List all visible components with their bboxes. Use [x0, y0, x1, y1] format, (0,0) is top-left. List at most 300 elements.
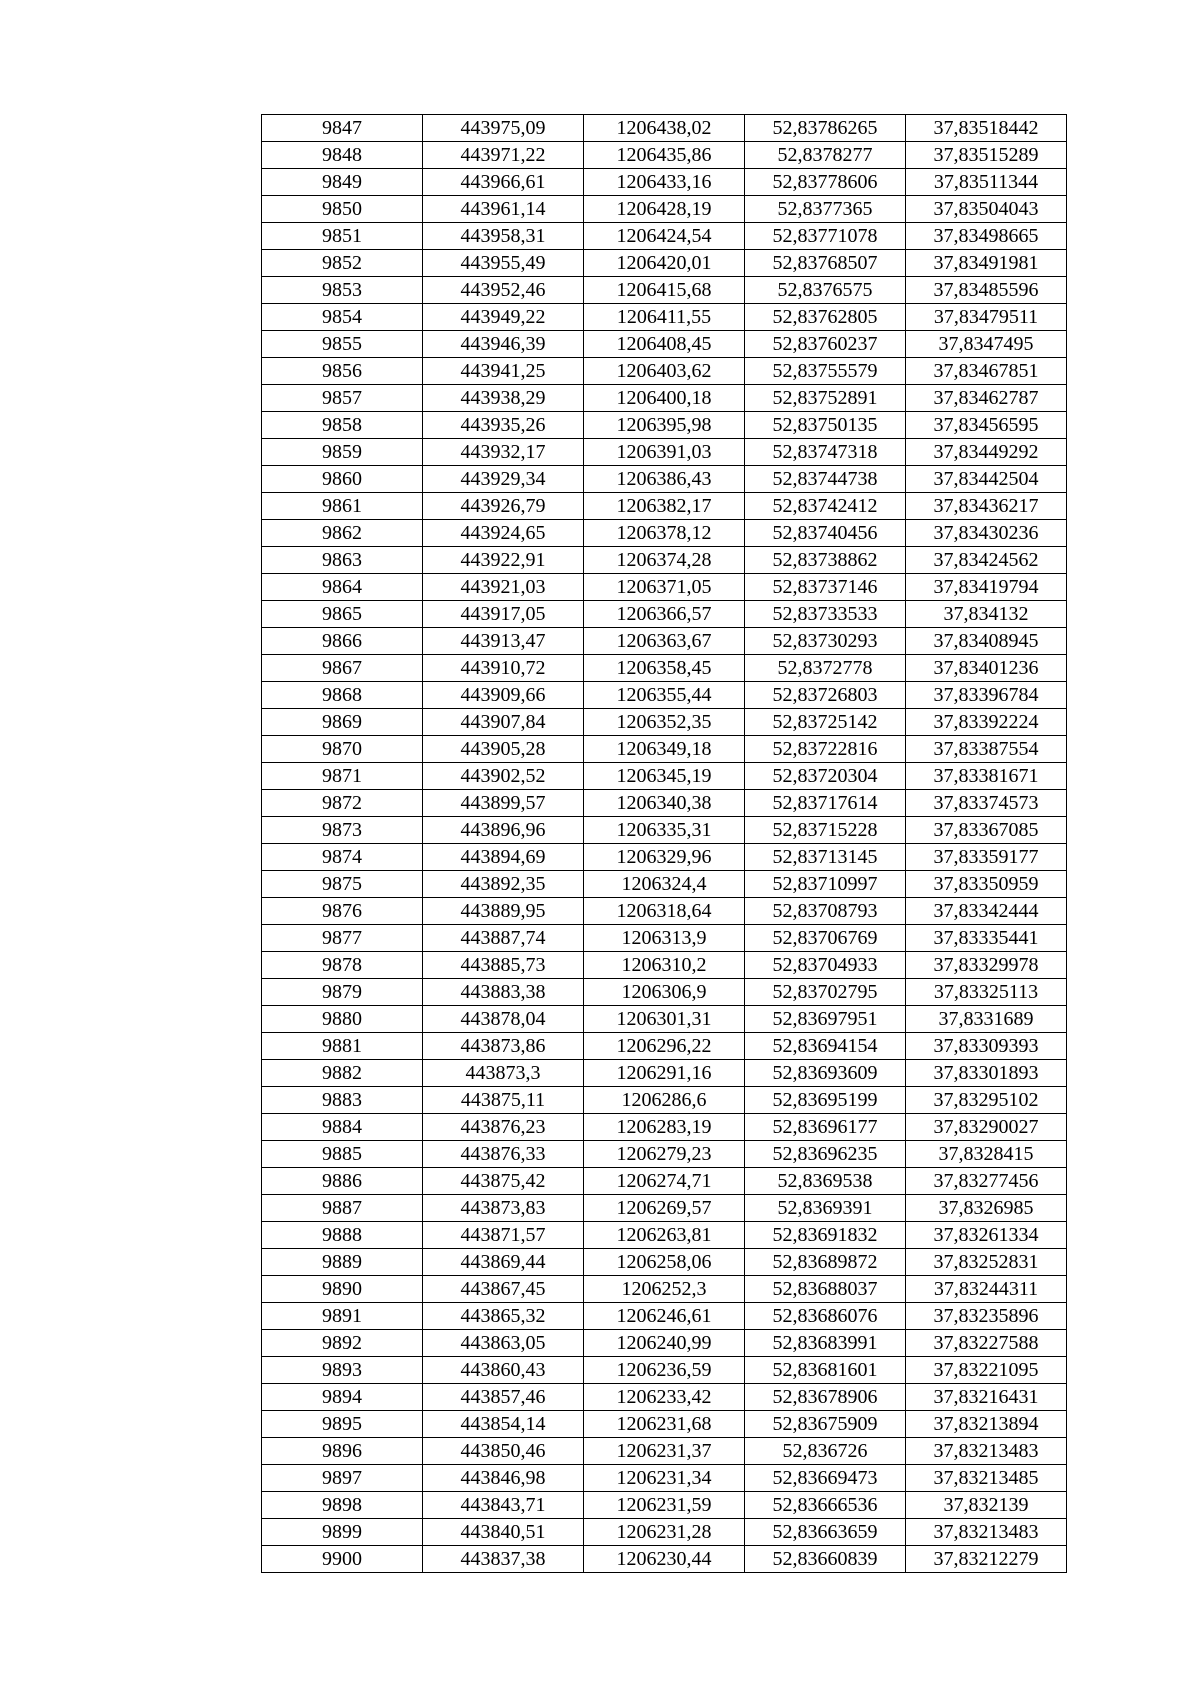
latitude-cell: 52,83708793	[745, 898, 906, 925]
coord-x-cell: 443892,35	[423, 871, 584, 898]
table-row	[262, 925, 1067, 952]
coord-x-cell: 443875,11	[423, 1087, 584, 1114]
longitude-cell: 37,83449292	[906, 439, 1067, 466]
coord-y-cell: 1206415,68	[584, 277, 745, 304]
point-number-cell: 9868	[262, 682, 423, 709]
point-number-cell: 9892	[262, 1330, 423, 1357]
longitude-cell: 37,83367085	[906, 817, 1067, 844]
latitude-cell: 52,83744738	[745, 466, 906, 493]
table-row	[262, 1276, 1067, 1303]
table-row	[262, 682, 1067, 709]
point-number-cell: 9864	[262, 574, 423, 601]
longitude-cell: 37,83329978	[906, 952, 1067, 979]
table-row	[262, 331, 1067, 358]
coord-x-cell: 443902,52	[423, 763, 584, 790]
coord-x-cell: 443837,38	[423, 1546, 584, 1573]
table-row	[262, 1411, 1067, 1438]
coord-y-cell: 1206246,61	[584, 1303, 745, 1330]
longitude-cell: 37,83408945	[906, 628, 1067, 655]
coord-y-cell: 1206433,16	[584, 169, 745, 196]
table-row	[262, 628, 1067, 655]
longitude-cell: 37,83381671	[906, 763, 1067, 790]
point-number-cell: 9865	[262, 601, 423, 628]
coord-x-cell: 443885,73	[423, 952, 584, 979]
table-row	[262, 547, 1067, 574]
latitude-cell: 52,83675909	[745, 1411, 906, 1438]
table-row	[262, 1114, 1067, 1141]
coord-y-cell: 1206395,98	[584, 412, 745, 439]
latitude-cell: 52,83702795	[745, 979, 906, 1006]
coord-x-cell: 443905,28	[423, 736, 584, 763]
coord-x-cell: 443924,65	[423, 520, 584, 547]
longitude-cell: 37,83485596	[906, 277, 1067, 304]
point-number-cell: 9895	[262, 1411, 423, 1438]
longitude-cell: 37,83456595	[906, 412, 1067, 439]
longitude-cell: 37,83498665	[906, 223, 1067, 250]
table-row	[262, 304, 1067, 331]
coord-y-cell: 1206269,57	[584, 1195, 745, 1222]
coord-y-cell: 1206291,16	[584, 1060, 745, 1087]
longitude-cell: 37,83216431	[906, 1384, 1067, 1411]
table-row	[262, 466, 1067, 493]
table-row	[262, 655, 1067, 682]
point-number-cell: 9855	[262, 331, 423, 358]
coord-x-cell: 443875,42	[423, 1168, 584, 1195]
coord-x-cell: 443873,83	[423, 1195, 584, 1222]
table-row	[262, 1465, 1067, 1492]
latitude-cell: 52,83752891	[745, 385, 906, 412]
point-number-cell: 9853	[262, 277, 423, 304]
point-number-cell: 9857	[262, 385, 423, 412]
longitude-cell: 37,83436217	[906, 493, 1067, 520]
latitude-cell: 52,83715228	[745, 817, 906, 844]
point-number-cell: 9888	[262, 1222, 423, 1249]
coord-x-cell: 443860,43	[423, 1357, 584, 1384]
point-number-cell: 9889	[262, 1249, 423, 1276]
coord-x-cell: 443883,38	[423, 979, 584, 1006]
coord-y-cell: 1206352,35	[584, 709, 745, 736]
latitude-cell: 52,83733533	[745, 601, 906, 628]
latitude-cell: 52,83669473	[745, 1465, 906, 1492]
table-row	[262, 1438, 1067, 1465]
longitude-cell: 37,83359177	[906, 844, 1067, 871]
table-row	[262, 1033, 1067, 1060]
table-row	[262, 763, 1067, 790]
coord-y-cell: 1206382,17	[584, 493, 745, 520]
table-row	[262, 979, 1067, 1006]
latitude-cell: 52,83725142	[745, 709, 906, 736]
point-number-cell: 9874	[262, 844, 423, 871]
coord-y-cell: 1206340,38	[584, 790, 745, 817]
coord-y-cell: 1206286,6	[584, 1087, 745, 1114]
coord-y-cell: 1206349,18	[584, 736, 745, 763]
point-number-cell: 9854	[262, 304, 423, 331]
latitude-cell: 52,8376575	[745, 277, 906, 304]
point-number-cell: 9866	[262, 628, 423, 655]
longitude-cell: 37,83301893	[906, 1060, 1067, 1087]
coord-y-cell: 1206301,31	[584, 1006, 745, 1033]
longitude-cell: 37,83277456	[906, 1168, 1067, 1195]
longitude-cell: 37,83213483	[906, 1519, 1067, 1546]
coord-x-cell: 443935,26	[423, 412, 584, 439]
coord-y-cell: 1206424,54	[584, 223, 745, 250]
coord-x-cell: 443873,3	[423, 1060, 584, 1087]
table-row	[262, 1357, 1067, 1384]
latitude-cell: 52,83688037	[745, 1276, 906, 1303]
point-number-cell: 9896	[262, 1438, 423, 1465]
point-number-cell: 9883	[262, 1087, 423, 1114]
coord-y-cell: 1206374,28	[584, 547, 745, 574]
table-row	[262, 1330, 1067, 1357]
point-number-cell: 9875	[262, 871, 423, 898]
coord-x-cell: 443926,79	[423, 493, 584, 520]
latitude-cell: 52,83710997	[745, 871, 906, 898]
coord-y-cell: 1206258,06	[584, 1249, 745, 1276]
table-row	[262, 574, 1067, 601]
table-row	[262, 1492, 1067, 1519]
table-row	[262, 250, 1067, 277]
latitude-cell: 52,83696177	[745, 1114, 906, 1141]
longitude-cell: 37,83479511	[906, 304, 1067, 331]
latitude-cell: 52,83666536	[745, 1492, 906, 1519]
longitude-cell: 37,83350959	[906, 871, 1067, 898]
longitude-cell: 37,83252831	[906, 1249, 1067, 1276]
point-number-cell: 9897	[262, 1465, 423, 1492]
latitude-cell: 52,83689872	[745, 1249, 906, 1276]
point-number-cell: 9851	[262, 223, 423, 250]
longitude-cell: 37,83325113	[906, 979, 1067, 1006]
table-row	[262, 1222, 1067, 1249]
longitude-cell: 37,83213894	[906, 1411, 1067, 1438]
table-row	[262, 439, 1067, 466]
point-number-cell: 9891	[262, 1303, 423, 1330]
latitude-cell: 52,83695199	[745, 1087, 906, 1114]
table-row	[262, 790, 1067, 817]
latitude-cell: 52,83663659	[745, 1519, 906, 1546]
coord-y-cell: 1206240,99	[584, 1330, 745, 1357]
longitude-cell: 37,832139	[906, 1492, 1067, 1519]
point-number-cell: 9862	[262, 520, 423, 547]
coord-x-cell: 443917,05	[423, 601, 584, 628]
point-number-cell: 9871	[262, 763, 423, 790]
coord-y-cell: 1206378,12	[584, 520, 745, 547]
latitude-cell: 52,836726	[745, 1438, 906, 1465]
longitude-cell: 37,83227588	[906, 1330, 1067, 1357]
longitude-cell: 37,83335441	[906, 925, 1067, 952]
coord-x-cell: 443961,14	[423, 196, 584, 223]
coord-x-cell: 443971,22	[423, 142, 584, 169]
table-row	[262, 1546, 1067, 1573]
point-number-cell: 9898	[262, 1492, 423, 1519]
coord-x-cell: 443869,44	[423, 1249, 584, 1276]
coord-y-cell: 1206403,62	[584, 358, 745, 385]
coord-x-cell: 443867,45	[423, 1276, 584, 1303]
latitude-cell: 52,83762805	[745, 304, 906, 331]
coord-y-cell: 1206329,96	[584, 844, 745, 871]
point-number-cell: 9873	[262, 817, 423, 844]
longitude-cell: 37,83374573	[906, 790, 1067, 817]
longitude-cell: 37,83212279	[906, 1546, 1067, 1573]
latitude-cell: 52,83704933	[745, 952, 906, 979]
table-row	[262, 871, 1067, 898]
coord-y-cell: 1206391,03	[584, 439, 745, 466]
coord-x-cell: 443876,23	[423, 1114, 584, 1141]
point-number-cell: 9856	[262, 358, 423, 385]
table-row	[262, 169, 1067, 196]
coord-x-cell: 443907,84	[423, 709, 584, 736]
longitude-cell: 37,83290027	[906, 1114, 1067, 1141]
coord-y-cell: 1206231,68	[584, 1411, 745, 1438]
coord-x-cell: 443946,39	[423, 331, 584, 358]
point-number-cell: 9859	[262, 439, 423, 466]
latitude-cell: 52,83760237	[745, 331, 906, 358]
coord-x-cell: 443929,34	[423, 466, 584, 493]
latitude-cell: 52,83738862	[745, 547, 906, 574]
table-row	[262, 277, 1067, 304]
point-number-cell: 9885	[262, 1141, 423, 1168]
table-row	[262, 1303, 1067, 1330]
longitude-cell: 37,83392224	[906, 709, 1067, 736]
point-number-cell: 9867	[262, 655, 423, 682]
table-row	[262, 520, 1067, 547]
table-row	[262, 601, 1067, 628]
point-number-cell: 9848	[262, 142, 423, 169]
coord-x-cell: 443843,71	[423, 1492, 584, 1519]
coord-y-cell: 1206231,59	[584, 1492, 745, 1519]
table-row	[262, 385, 1067, 412]
table-row	[262, 1087, 1067, 1114]
table-row	[262, 1249, 1067, 1276]
point-number-cell: 9847	[262, 115, 423, 142]
latitude-cell: 52,83771078	[745, 223, 906, 250]
latitude-cell: 52,83681601	[745, 1357, 906, 1384]
latitude-cell: 52,83696235	[745, 1141, 906, 1168]
latitude-cell: 52,83713145	[745, 844, 906, 871]
coord-x-cell: 443949,22	[423, 304, 584, 331]
point-number-cell: 9893	[262, 1357, 423, 1384]
coord-y-cell: 1206306,9	[584, 979, 745, 1006]
table-row	[262, 709, 1067, 736]
longitude-cell: 37,83213483	[906, 1438, 1067, 1465]
coord-x-cell: 443966,61	[423, 169, 584, 196]
coord-x-cell: 443857,46	[423, 1384, 584, 1411]
point-number-cell: 9877	[262, 925, 423, 952]
coord-x-cell: 443896,96	[423, 817, 584, 844]
longitude-cell: 37,83295102	[906, 1087, 1067, 1114]
coord-x-cell: 443958,31	[423, 223, 584, 250]
table-row	[262, 1384, 1067, 1411]
table-row	[262, 898, 1067, 925]
latitude-cell: 52,8377365	[745, 196, 906, 223]
longitude-cell: 37,83511344	[906, 169, 1067, 196]
table-row	[262, 1006, 1067, 1033]
coord-x-cell: 443865,32	[423, 1303, 584, 1330]
coord-y-cell: 1206310,2	[584, 952, 745, 979]
table-row	[262, 736, 1067, 763]
point-number-cell: 9879	[262, 979, 423, 1006]
coord-x-cell: 443952,46	[423, 277, 584, 304]
longitude-cell: 37,83396784	[906, 682, 1067, 709]
latitude-cell: 52,83697951	[745, 1006, 906, 1033]
longitude-cell: 37,8326985	[906, 1195, 1067, 1222]
longitude-cell: 37,8331689	[906, 1006, 1067, 1033]
point-number-cell: 9887	[262, 1195, 423, 1222]
point-number-cell: 9886	[262, 1168, 423, 1195]
table-row	[262, 1141, 1067, 1168]
longitude-cell: 37,83467851	[906, 358, 1067, 385]
coord-x-cell: 443932,17	[423, 439, 584, 466]
coord-y-cell: 1206252,3	[584, 1276, 745, 1303]
coord-x-cell: 443876,33	[423, 1141, 584, 1168]
table-row	[262, 142, 1067, 169]
latitude-cell: 52,83726803	[745, 682, 906, 709]
coord-x-cell: 443873,86	[423, 1033, 584, 1060]
latitude-cell: 52,83678906	[745, 1384, 906, 1411]
coord-y-cell: 1206363,67	[584, 628, 745, 655]
longitude-cell: 37,83342444	[906, 898, 1067, 925]
coord-y-cell: 1206371,05	[584, 574, 745, 601]
latitude-cell: 52,8369538	[745, 1168, 906, 1195]
latitude-cell: 52,83768507	[745, 250, 906, 277]
point-number-cell: 9894	[262, 1384, 423, 1411]
point-number-cell: 9863	[262, 547, 423, 574]
latitude-cell: 52,83755579	[745, 358, 906, 385]
point-number-cell: 9872	[262, 790, 423, 817]
coord-x-cell: 443941,25	[423, 358, 584, 385]
longitude-cell: 37,83430236	[906, 520, 1067, 547]
longitude-cell: 37,83401236	[906, 655, 1067, 682]
longitude-cell: 37,83424562	[906, 547, 1067, 574]
table-row	[262, 358, 1067, 385]
point-number-cell: 9861	[262, 493, 423, 520]
coord-y-cell: 1206408,45	[584, 331, 745, 358]
table-row	[262, 196, 1067, 223]
coord-x-cell: 443909,66	[423, 682, 584, 709]
coord-y-cell: 1206386,43	[584, 466, 745, 493]
coord-y-cell: 1206230,44	[584, 1546, 745, 1573]
latitude-cell: 52,83750135	[745, 412, 906, 439]
coord-y-cell: 1206335,31	[584, 817, 745, 844]
longitude-cell: 37,83235896	[906, 1303, 1067, 1330]
longitude-cell: 37,8347495	[906, 331, 1067, 358]
longitude-cell: 37,83387554	[906, 736, 1067, 763]
longitude-cell: 37,83221095	[906, 1357, 1067, 1384]
coord-x-cell: 443863,05	[423, 1330, 584, 1357]
point-number-cell: 9900	[262, 1546, 423, 1573]
latitude-cell: 52,83694154	[745, 1033, 906, 1060]
point-number-cell: 9882	[262, 1060, 423, 1087]
latitude-cell: 52,83691832	[745, 1222, 906, 1249]
latitude-cell: 52,83730293	[745, 628, 906, 655]
table-row	[262, 412, 1067, 439]
coord-x-cell: 443850,46	[423, 1438, 584, 1465]
table-row	[262, 952, 1067, 979]
coord-x-cell: 443899,57	[423, 790, 584, 817]
latitude-cell: 52,83786265	[745, 115, 906, 142]
point-number-cell: 9870	[262, 736, 423, 763]
coord-x-cell: 443871,57	[423, 1222, 584, 1249]
latitude-cell: 52,8378277	[745, 142, 906, 169]
coord-y-cell: 1206411,55	[584, 304, 745, 331]
coord-y-cell: 1206318,64	[584, 898, 745, 925]
longitude-cell: 37,83419794	[906, 574, 1067, 601]
coord-y-cell: 1206279,23	[584, 1141, 745, 1168]
table-row	[262, 1060, 1067, 1087]
coord-x-cell: 443887,74	[423, 925, 584, 952]
coord-x-cell: 443910,72	[423, 655, 584, 682]
coord-x-cell: 443922,91	[423, 547, 584, 574]
longitude-cell: 37,8328415	[906, 1141, 1067, 1168]
latitude-cell: 52,83717614	[745, 790, 906, 817]
latitude-cell: 52,83706769	[745, 925, 906, 952]
table-row	[262, 1195, 1067, 1222]
latitude-cell: 52,83720304	[745, 763, 906, 790]
latitude-cell: 52,8369391	[745, 1195, 906, 1222]
coord-y-cell: 1206231,28	[584, 1519, 745, 1546]
point-number-cell: 9852	[262, 250, 423, 277]
latitude-cell: 52,83742412	[745, 493, 906, 520]
table-row	[262, 1519, 1067, 1546]
longitude-cell: 37,83504043	[906, 196, 1067, 223]
point-number-cell: 9890	[262, 1276, 423, 1303]
coordinates-table-body	[262, 115, 1067, 1573]
longitude-cell: 37,83462787	[906, 385, 1067, 412]
coord-x-cell: 443854,14	[423, 1411, 584, 1438]
coord-y-cell: 1206435,86	[584, 142, 745, 169]
longitude-cell: 37,83515289	[906, 142, 1067, 169]
coord-x-cell: 443921,03	[423, 574, 584, 601]
longitude-cell: 37,83442504	[906, 466, 1067, 493]
latitude-cell: 52,83747318	[745, 439, 906, 466]
latitude-cell: 52,83722816	[745, 736, 906, 763]
table-row	[262, 817, 1067, 844]
coord-x-cell: 443878,04	[423, 1006, 584, 1033]
point-number-cell: 9860	[262, 466, 423, 493]
coord-y-cell: 1206231,34	[584, 1465, 745, 1492]
point-number-cell: 9858	[262, 412, 423, 439]
coord-y-cell: 1206438,02	[584, 115, 745, 142]
coord-y-cell: 1206428,19	[584, 196, 745, 223]
coordinates-table	[261, 114, 1067, 1573]
coord-x-cell: 443889,95	[423, 898, 584, 925]
coord-y-cell: 1206263,81	[584, 1222, 745, 1249]
coord-y-cell: 1206366,57	[584, 601, 745, 628]
point-number-cell: 9850	[262, 196, 423, 223]
longitude-cell: 37,83491981	[906, 250, 1067, 277]
latitude-cell: 52,83778606	[745, 169, 906, 196]
latitude-cell: 52,83737146	[745, 574, 906, 601]
latitude-cell: 52,83660839	[745, 1546, 906, 1573]
table-row	[262, 1168, 1067, 1195]
coord-y-cell: 1206400,18	[584, 385, 745, 412]
coord-x-cell: 443846,98	[423, 1465, 584, 1492]
latitude-cell: 52,8372778	[745, 655, 906, 682]
longitude-cell: 37,83518442	[906, 115, 1067, 142]
coord-y-cell: 1206313,9	[584, 925, 745, 952]
longitude-cell: 37,83309393	[906, 1033, 1067, 1060]
coord-y-cell: 1206233,42	[584, 1384, 745, 1411]
coord-y-cell: 1206231,37	[584, 1438, 745, 1465]
point-number-cell: 9876	[262, 898, 423, 925]
longitude-cell: 37,83213485	[906, 1465, 1067, 1492]
table-row	[262, 223, 1067, 250]
point-number-cell: 9884	[262, 1114, 423, 1141]
coord-y-cell: 1206283,19	[584, 1114, 745, 1141]
table-row	[262, 493, 1067, 520]
coord-x-cell: 443938,29	[423, 385, 584, 412]
coord-x-cell: 443894,69	[423, 844, 584, 871]
latitude-cell: 52,83683991	[745, 1330, 906, 1357]
